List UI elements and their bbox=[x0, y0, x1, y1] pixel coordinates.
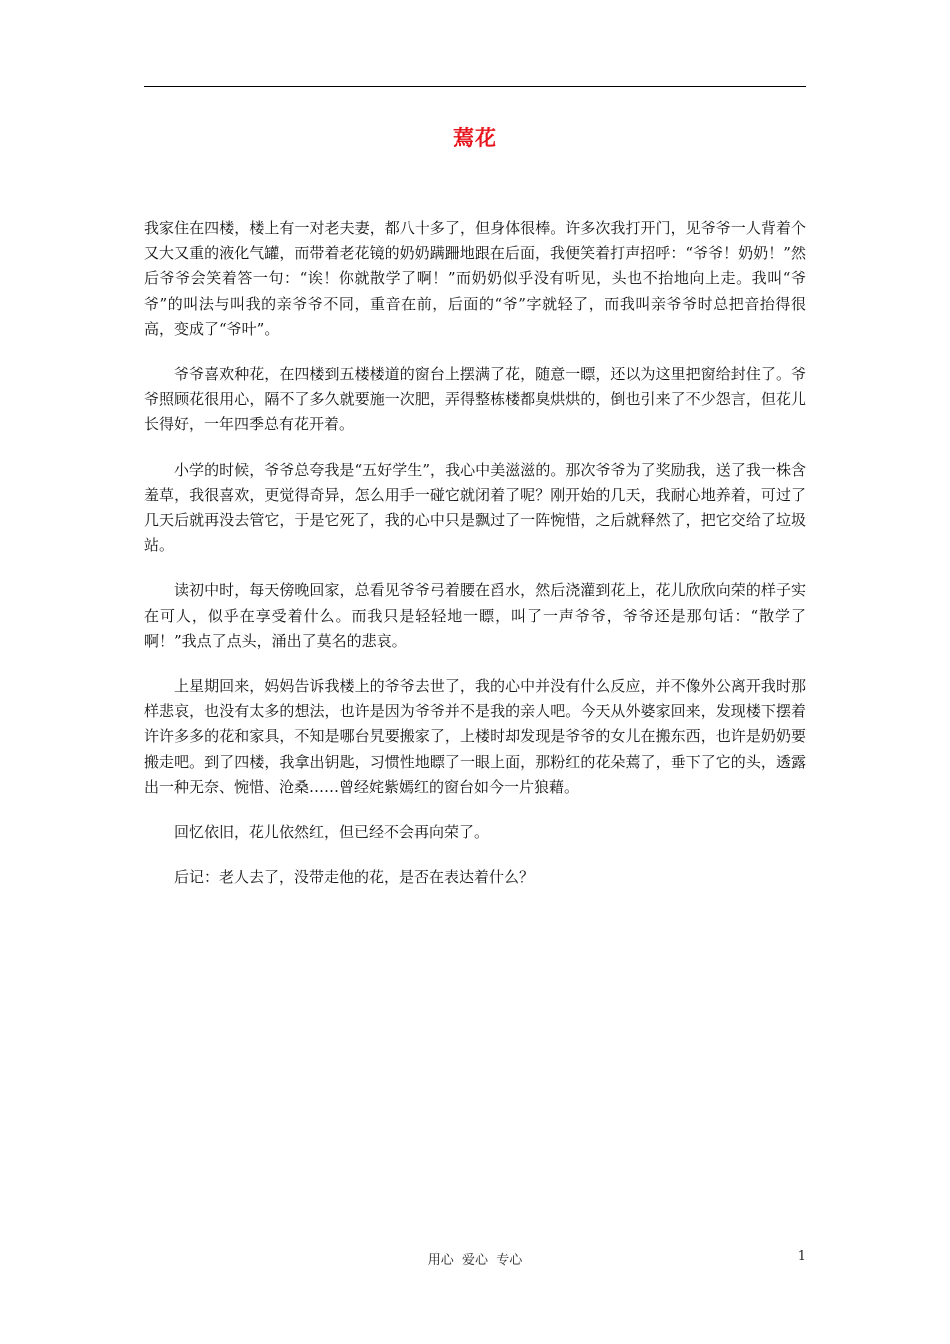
paragraph-1: 我家住在四楼，楼上有一对老夫妻，都八十多了，但身体很棒。许多次我打开门，见爷爷一人背着个又大又重的液化气罐，而带着老花镜的奶奶蹒跚地跟在后面，我便笑着打声招呼：“爷爷！奶奶！”然后爷爷会笑着答一句：“诶！你就散学了啊！”而奶奶似乎没有听见，头也不抬地向上走。我叫“爷爷”的叫法与叫我的亲爷爷不同，重音在前，后面的“爷”字就轻了，而我叫亲爷爷时总把音抬得很高，变成了“爷叶”。 bbox=[144, 219, 806, 338]
paragraph-4: 读初中时，每天傍晚回家，总看见爷爷弓着腰在舀水，然后浇灌到花上，花儿欣欣向荣的样子实在可人，似乎在享受着什么。而我只是轻轻地一瞟，叫了一声爷爷，爷爷还是那句话：“散学了啊！”我点了点头，涌出了莫名的悲哀。 bbox=[144, 581, 806, 650]
page-number: 1 bbox=[797, 1249, 806, 1264]
document-body bbox=[144, 216, 806, 910]
document-title: 蔫花 bbox=[453, 125, 497, 150]
paragraph-3: 小学的时候，爷爷总夸我是“五好学生”，我心中美滋滋的。那次爷爷为了奖励我，送了我一株含羞草，我很喜欢，更觉得奇异，怎么用手一碰它就闭着了呢？刚开始的几天，我耐心地养着，可过了几天后就再没去管它，于是它死了，我的心中只是飘过了一阵惋惜，之后就释然了，把它交给了垃圾站。 bbox=[144, 460, 806, 555]
paragraph-5: 上星期回来，妈妈告诉我楼上的爷爷去世了，我的心中并没有什么反应，并不像外公离开我时那样悲哀，也没有太多的想法，也许是因为爷爷并不是我的亲人吧。今天从外婆家回来，发现楼下摆着许许多多的花和家具，不知是哪台旯要搬家了，上楼时却发现是爷爷的女儿在搬东西，也许是奶奶要搬走吧。到了四楼，我拿出钥匙，习惯性地瞟了一眼上面，那粉红的花朵蔫了，垂下了它的头，透露出一种无奈、惋惜、沧桑……曾经姹紫嫣红的窗台如今一片狼藉。 bbox=[144, 677, 806, 796]
paragraph-2: 爷爷喜欢种花，在四楼到五楼楼道的窗台上摆满了花，随意一瞟，还以为这里把窗给封住了。爷爷照顾花很用心，隔不了多久就要施一次肥，弄得整栋楼都臭烘烘的，倒也引来了不少怨言，但花儿长得好，一年四季总有花开着。 bbox=[144, 365, 806, 434]
paragraph-7: 后记：老人去了，没带走他的花，是否在表达着什么？ bbox=[174, 868, 535, 887]
paragraph-6: 回忆依旧，花儿依然红，但已经不会再向荣了。 bbox=[174, 823, 490, 842]
header-rule bbox=[144, 86, 806, 87]
footer-slogan: 用心 爱心 专心 bbox=[427, 1253, 523, 1268]
